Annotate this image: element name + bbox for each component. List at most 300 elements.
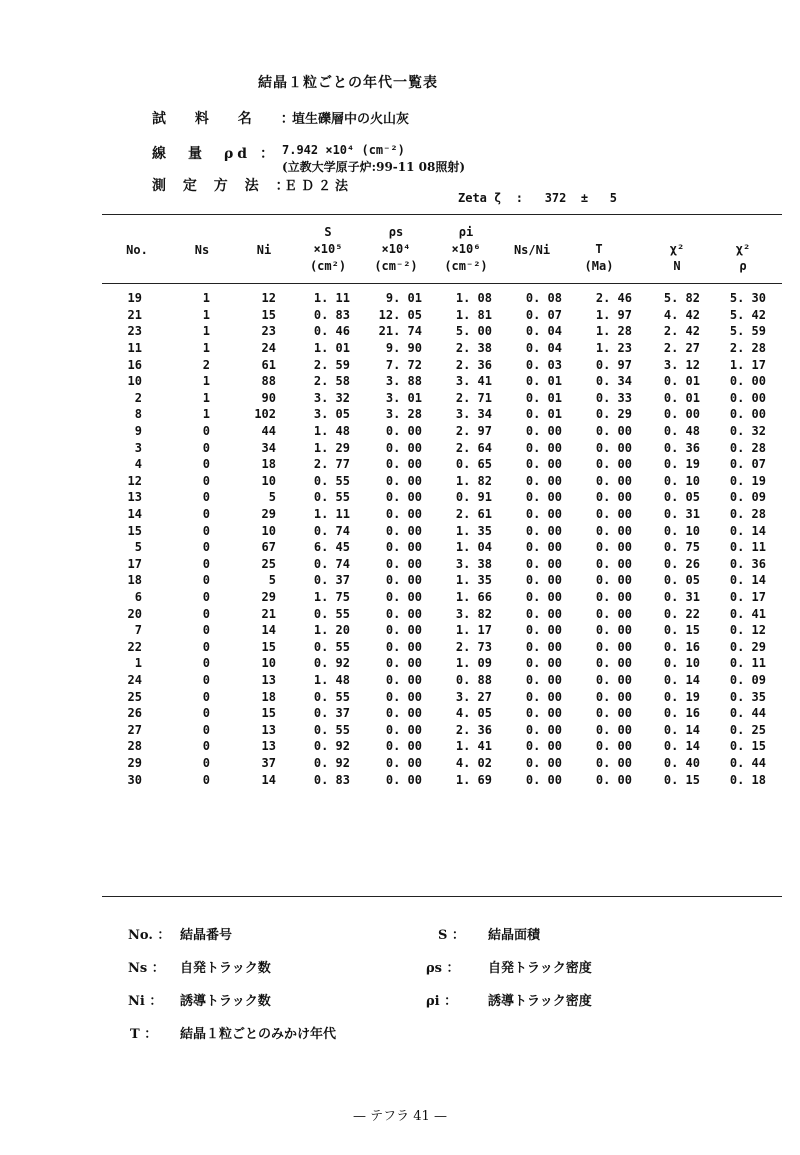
col-header-rho-i-line1: ρi <box>458 225 474 239</box>
cell-t: 0. 34 <box>595 374 632 389</box>
header-top-rule <box>102 214 782 215</box>
cell-ns-ni: 0. 00 <box>525 523 562 538</box>
age-data-table <box>112 290 766 788</box>
cell-rho-s: 0. 00 <box>385 656 422 671</box>
cell-no: 18 <box>127 573 142 588</box>
cell-t: 0. 97 <box>595 357 632 372</box>
table-row <box>112 522 766 539</box>
cell-rho-i: 3. 27 <box>455 689 492 704</box>
cell-ns-ni: 0. 00 <box>525 672 562 687</box>
cell-ni: 102 <box>254 407 276 422</box>
cell-s: 0. 55 <box>313 689 350 704</box>
cell-chi-n: 0. 14 <box>663 739 700 754</box>
cell-no: 24 <box>127 672 142 687</box>
cell-no: 7 <box>134 623 142 638</box>
table-row <box>112 323 766 340</box>
cell-ni: 5 <box>268 573 276 588</box>
cell-rho-i: 4. 02 <box>455 755 492 770</box>
table-row <box>112 755 766 772</box>
cell-rho-s: 0. 00 <box>385 589 422 604</box>
cell-chi-n: 0. 16 <box>663 706 700 721</box>
cell-chi-rho: 0. 12 <box>729 623 766 638</box>
cell-chi-n: 0. 15 <box>663 772 700 787</box>
cell-chi-n: 2. 27 <box>663 341 700 356</box>
cell-s: 6. 45 <box>313 540 350 555</box>
cell-ni: 90 <box>261 390 276 405</box>
cell-rho-s: 0. 00 <box>385 706 422 721</box>
cell-ns: 0 <box>202 722 210 737</box>
cell-ns-ni: 0. 00 <box>525 424 562 439</box>
page-footer: — テフラ 41 — <box>353 1109 447 1124</box>
cell-t: 0. 00 <box>595 556 632 571</box>
cell-t: 0. 00 <box>595 623 632 638</box>
cell-s: 2. 58 <box>313 374 350 389</box>
legend-no-key: No. ： <box>128 928 171 943</box>
cell-ns-ni: 0. 00 <box>525 457 562 472</box>
cell-no: 14 <box>127 507 142 522</box>
cell-ni: 14 <box>261 623 276 638</box>
cell-s: 0. 92 <box>313 656 350 671</box>
cell-rho-s: 21. 74 <box>378 324 422 339</box>
cell-ns: 0 <box>202 656 210 671</box>
cell-ns: 0 <box>202 755 210 770</box>
table-row <box>112 556 766 573</box>
cell-rho-s: 3. 88 <box>385 374 422 389</box>
cell-s: 0. 83 <box>313 772 350 787</box>
cell-rho-s: 0. 00 <box>385 639 422 654</box>
cell-ns-ni: 0. 00 <box>525 706 562 721</box>
table-row <box>112 721 766 738</box>
cell-chi-rho: 0. 28 <box>729 507 766 522</box>
cell-no: 12 <box>127 473 142 488</box>
cell-rho-i: 2. 64 <box>455 440 492 455</box>
cell-no: 25 <box>127 689 142 704</box>
cell-s: 1. 11 <box>313 507 350 522</box>
table-row <box>112 406 766 423</box>
col-header-chi-n-line2: N <box>673 259 681 273</box>
cell-chi-rho: 0. 19 <box>729 473 766 488</box>
cell-chi-rho: 0. 11 <box>729 540 766 555</box>
cell-ns: 0 <box>202 507 210 522</box>
cell-chi-n: 0. 05 <box>663 573 700 588</box>
cell-no: 26 <box>127 706 142 721</box>
cell-chi-n: 0. 05 <box>663 490 700 505</box>
cell-ni: 25 <box>261 556 276 571</box>
cell-rho-i: 0. 91 <box>455 490 492 505</box>
legend-rhoi-key: ρi ： <box>426 994 458 1009</box>
cell-rho-s: 0. 00 <box>385 573 422 588</box>
legend-rhoi-desc: 誘導トラック密度 <box>488 994 592 1009</box>
cell-rho-s: 0. 00 <box>385 490 422 505</box>
cell-chi-n: 0. 48 <box>663 424 700 439</box>
col-header-s <box>300 224 356 275</box>
table-row <box>112 672 766 689</box>
cell-t: 0. 00 <box>595 457 632 472</box>
cell-rho-i: 2. 97 <box>455 424 492 439</box>
cell-s: 2. 77 <box>313 457 350 472</box>
cell-chi-n: 0. 14 <box>663 722 700 737</box>
cell-ns: 0 <box>202 556 210 571</box>
table-row <box>112 655 766 672</box>
col-header-ni: Ni <box>256 243 272 257</box>
cell-chi-n: 0. 16 <box>663 639 700 654</box>
cell-t: 2. 46 <box>595 291 632 306</box>
cell-chi-n: 5. 82 <box>663 291 700 306</box>
table-row <box>112 373 766 390</box>
col-header-chi-n-line1: χ² <box>669 242 685 256</box>
col-header-rho-s-line3: (cm⁻²) <box>374 259 418 273</box>
cell-ns: 0 <box>202 639 210 654</box>
cell-t: 0. 00 <box>595 606 632 621</box>
legend-no-desc: 結晶番号 <box>180 928 233 943</box>
sample-label: 試 料 名 ： <box>152 111 307 127</box>
cell-ns: 1 <box>202 307 210 322</box>
cell-ns: 2 <box>202 357 210 372</box>
cell-chi-rho: 0. 17 <box>729 589 766 604</box>
col-header-rho-s-line1: ρs <box>388 225 404 239</box>
cell-no: 17 <box>127 556 142 571</box>
cell-ns: 0 <box>202 706 210 721</box>
cell-t: 0. 00 <box>595 573 632 588</box>
cell-rho-s: 9. 90 <box>385 341 422 356</box>
cell-s: 1. 11 <box>313 291 350 306</box>
cell-ni: 18 <box>261 689 276 704</box>
cell-ns-ni: 0. 07 <box>525 307 562 322</box>
table-row <box>112 290 766 307</box>
cell-t: 0. 29 <box>595 407 632 422</box>
cell-chi-rho: 2. 28 <box>729 341 766 356</box>
table-row <box>112 456 766 473</box>
cell-chi-n: 3. 12 <box>663 357 700 372</box>
cell-t: 0. 00 <box>595 639 632 654</box>
cell-no: 6 <box>134 589 142 604</box>
legend-rhos-desc: 自発トラック密度 <box>488 961 592 976</box>
legend-s-desc: 結晶面積 <box>488 928 541 943</box>
cell-chi-rho: 0. 09 <box>729 490 766 505</box>
cell-rho-i: 4. 05 <box>455 706 492 721</box>
cell-ns-ni: 0. 03 <box>525 357 562 372</box>
cell-ni: 10 <box>261 656 276 671</box>
cell-ni: 44 <box>261 424 276 439</box>
cell-rho-i: 2. 73 <box>455 639 492 654</box>
cell-ns-ni: 0. 00 <box>525 490 562 505</box>
cell-ns-ni: 0. 00 <box>525 772 562 787</box>
cell-chi-rho: 0. 07 <box>729 457 766 472</box>
cell-chi-rho: 5. 42 <box>729 307 766 322</box>
cell-ni: 18 <box>261 457 276 472</box>
cell-t: 0. 00 <box>595 772 632 787</box>
cell-s: 3. 05 <box>313 407 350 422</box>
cell-t: 0. 00 <box>595 722 632 737</box>
cell-t: 0. 00 <box>595 473 632 488</box>
cell-no: 5 <box>134 540 142 555</box>
cell-ni: 14 <box>261 772 276 787</box>
cell-ni: 37 <box>261 755 276 770</box>
cell-rho-i: 2. 38 <box>455 341 492 356</box>
cell-no: 11 <box>127 341 142 356</box>
cell-rho-s: 0. 00 <box>385 424 422 439</box>
cell-rho-i: 1. 41 <box>455 739 492 754</box>
cell-no: 1 <box>134 656 142 671</box>
cell-s: 2. 59 <box>313 357 350 372</box>
cell-rho-i: 1. 09 <box>455 656 492 671</box>
cell-s: 0. 55 <box>313 490 350 505</box>
footer-rule <box>102 896 782 897</box>
cell-rho-s: 7. 72 <box>385 357 422 372</box>
cell-s: 0. 46 <box>313 324 350 339</box>
cell-t: 0. 00 <box>595 739 632 754</box>
cell-s: 0. 55 <box>313 606 350 621</box>
cell-chi-rho: 0. 14 <box>729 573 766 588</box>
cell-no: 29 <box>127 755 142 770</box>
cell-rho-s: 0. 00 <box>385 523 422 538</box>
cell-chi-n: 0. 01 <box>663 374 700 389</box>
cell-ns-ni: 0. 01 <box>525 390 562 405</box>
cell-no: 30 <box>127 772 142 787</box>
cell-chi-rho: 0. 44 <box>729 755 766 770</box>
cell-chi-n: 0. 19 <box>663 457 700 472</box>
cell-rho-i: 1. 08 <box>455 291 492 306</box>
cell-ns: 0 <box>202 540 210 555</box>
cell-chi-rho: 0. 28 <box>729 440 766 455</box>
legend-t-key: T ： <box>130 1027 158 1042</box>
cell-t: 0. 00 <box>595 589 632 604</box>
cell-t: 0. 00 <box>595 656 632 671</box>
data-table-body <box>112 290 766 788</box>
cell-s: 0. 55 <box>313 473 350 488</box>
cell-chi-n: 0. 14 <box>663 672 700 687</box>
cell-chi-n: 0. 26 <box>663 556 700 571</box>
cell-ni: 12 <box>261 291 276 306</box>
cell-chi-n: 0. 22 <box>663 606 700 621</box>
cell-rho-i: 3. 82 <box>455 606 492 621</box>
cell-ns-ni: 0. 00 <box>525 473 562 488</box>
cell-no: 22 <box>127 639 142 654</box>
cell-chi-rho: 0. 00 <box>729 374 766 389</box>
table-row <box>112 638 766 655</box>
cell-t: 0. 00 <box>595 540 632 555</box>
table-row <box>112 340 766 357</box>
cell-rho-s: 0. 00 <box>385 440 422 455</box>
cell-rho-s: 0. 00 <box>385 672 422 687</box>
cell-ni: 24 <box>261 341 276 356</box>
table-row <box>112 572 766 589</box>
cell-ns: 1 <box>202 341 210 356</box>
table-row <box>112 622 766 639</box>
col-header-s-line3: (cm²) <box>309 259 347 273</box>
cell-ns: 0 <box>202 739 210 754</box>
cell-chi-rho: 0. 11 <box>729 656 766 671</box>
cell-rho-i: 0. 88 <box>455 672 492 687</box>
cell-ni: 29 <box>261 589 276 604</box>
col-header-rho-i-line3: (cm⁻²) <box>444 259 488 273</box>
cell-rho-i: 5. 00 <box>455 324 492 339</box>
cell-ni: 21 <box>261 606 276 621</box>
legend-ni-desc: 誘導トラック数 <box>180 994 271 1009</box>
cell-chi-rho: 0. 18 <box>729 772 766 787</box>
cell-rho-i: 0. 65 <box>455 457 492 472</box>
legend-ni-key: Ni ： <box>128 994 163 1009</box>
cell-rho-s: 0. 00 <box>385 457 422 472</box>
sample-value: 埴生礫層中の火山灰 <box>292 112 410 127</box>
cell-rho-i: 1. 66 <box>455 589 492 604</box>
cell-rho-s: 0. 00 <box>385 739 422 754</box>
cell-chi-n: 2. 42 <box>663 324 700 339</box>
cell-chi-rho: 0. 25 <box>729 722 766 737</box>
cell-ns: 1 <box>202 407 210 422</box>
cell-s: 0. 37 <box>313 706 350 721</box>
cell-chi-rho: 0. 15 <box>729 739 766 754</box>
cell-no: 10 <box>127 374 142 389</box>
col-header-chi-n <box>652 241 702 275</box>
header-bottom-rule <box>102 283 782 284</box>
cell-chi-n: 0. 00 <box>663 407 700 422</box>
cell-t: 0. 00 <box>595 689 632 704</box>
cell-s: 1. 75 <box>313 589 350 604</box>
cell-ns-ni: 0. 00 <box>525 639 562 654</box>
cell-ns: 0 <box>202 606 210 621</box>
cell-chi-rho: 0. 35 <box>729 689 766 704</box>
cell-ns-ni: 0. 00 <box>525 623 562 638</box>
cell-no: 2 <box>134 390 142 405</box>
cell-s: 1. 48 <box>313 672 350 687</box>
cell-ns: 0 <box>202 523 210 538</box>
cell-ns: 0 <box>202 440 210 455</box>
cell-chi-rho: 5. 59 <box>729 324 766 339</box>
table-row <box>112 390 766 407</box>
cell-no: 4 <box>134 457 142 472</box>
cell-rho-s: 0. 00 <box>385 689 422 704</box>
col-header-rho-i-line2: ×10⁶ <box>451 242 481 256</box>
cell-no: 28 <box>127 739 142 754</box>
cell-t: 0. 33 <box>595 390 632 405</box>
cell-chi-rho: 0. 29 <box>729 639 766 654</box>
cell-ns-ni: 0. 00 <box>525 722 562 737</box>
cell-no: 3 <box>134 440 142 455</box>
cell-s: 0. 74 <box>313 556 350 571</box>
cell-chi-n: 0. 31 <box>663 507 700 522</box>
cell-s: 0. 55 <box>313 639 350 654</box>
cell-chi-n: 0. 01 <box>663 390 700 405</box>
cell-rho-i: 1. 69 <box>455 772 492 787</box>
page-title: 結晶１粒ごとの年代一覧表 <box>258 75 438 91</box>
cell-ns-ni: 0. 00 <box>525 606 562 621</box>
cell-no: 13 <box>127 490 142 505</box>
cell-ns: 0 <box>202 457 210 472</box>
cell-ni: 15 <box>261 307 276 322</box>
cell-s: 0. 92 <box>313 739 350 754</box>
cell-t: 0. 00 <box>595 440 632 455</box>
cell-rho-i: 1. 17 <box>455 623 492 638</box>
cell-no: 8 <box>134 407 142 422</box>
legend-ns-key: Ns ： <box>128 961 165 976</box>
cell-rho-i: 1. 35 <box>455 573 492 588</box>
col-header-chi-rho-line2: ρ <box>739 259 747 273</box>
cell-rho-i: 1. 81 <box>455 307 492 322</box>
col-header-ns-ni: Ns/Ni <box>513 243 551 257</box>
cell-ni: 29 <box>261 507 276 522</box>
cell-rho-s: 0. 00 <box>385 540 422 555</box>
cell-ns-ni: 0. 04 <box>525 324 562 339</box>
cell-ni: 13 <box>261 722 276 737</box>
cell-chi-n: 0. 10 <box>663 473 700 488</box>
cell-s: 0. 55 <box>313 722 350 737</box>
cell-rho-s: 3. 01 <box>385 390 422 405</box>
cell-ns-ni: 0. 00 <box>525 440 562 455</box>
cell-ni: 13 <box>261 739 276 754</box>
cell-no: 16 <box>127 357 142 372</box>
cell-no: 23 <box>127 324 142 339</box>
cell-s: 1. 29 <box>313 440 350 455</box>
cell-ni: 61 <box>261 357 276 372</box>
cell-rho-s: 3. 28 <box>385 407 422 422</box>
cell-ns: 0 <box>202 424 210 439</box>
col-header-s-line2: ×10⁵ <box>313 242 343 256</box>
legend-rhos-key: ρs ： <box>426 961 460 976</box>
table-row <box>112 738 766 755</box>
cell-t: 0. 00 <box>595 490 632 505</box>
cell-ns: 0 <box>202 573 210 588</box>
table-row <box>112 605 766 622</box>
cell-rho-s: 0. 00 <box>385 507 422 522</box>
cell-ns: 1 <box>202 374 210 389</box>
cell-rho-i: 1. 82 <box>455 473 492 488</box>
cell-ns: 0 <box>202 672 210 687</box>
legend-t-desc: 結晶１粒ごとのみかけ年代 <box>180 1027 337 1042</box>
cell-rho-i: 3. 41 <box>455 374 492 389</box>
cell-chi-rho: 1. 17 <box>729 357 766 372</box>
cell-ns-ni: 0. 00 <box>525 573 562 588</box>
col-header-chi-rho-line1: χ² <box>735 242 751 256</box>
cell-rho-s: 0. 00 <box>385 722 422 737</box>
cell-s: 1. 20 <box>313 623 350 638</box>
legend-s-key: S ： <box>438 928 465 943</box>
cell-s: 0. 92 <box>313 755 350 770</box>
cell-rho-i: 3. 34 <box>455 407 492 422</box>
cell-ns-ni: 0. 00 <box>525 556 562 571</box>
cell-t: 1. 97 <box>595 307 632 322</box>
table-row <box>112 489 766 506</box>
cell-ns: 1 <box>202 390 210 405</box>
cell-ni: 88 <box>261 374 276 389</box>
cell-ns: 1 <box>202 291 210 306</box>
cell-chi-rho: 0. 32 <box>729 424 766 439</box>
col-header-no: No. <box>126 243 148 257</box>
cell-rho-i: 1. 04 <box>455 540 492 555</box>
cell-rho-s: 0. 00 <box>385 623 422 638</box>
cell-no: 20 <box>127 606 142 621</box>
cell-chi-n: 4. 42 <box>663 307 700 322</box>
cell-chi-rho: 0. 14 <box>729 523 766 538</box>
cell-ni: 10 <box>261 523 276 538</box>
col-header-t-line1: T <box>595 242 603 256</box>
cell-chi-n: 0. 15 <box>663 623 700 638</box>
cell-chi-n: 0. 10 <box>663 656 700 671</box>
cell-chi-n: 0. 36 <box>663 440 700 455</box>
dose-label: 線 量 ρd ： <box>152 146 278 162</box>
cell-t: 0. 00 <box>595 507 632 522</box>
cell-t: 1. 23 <box>595 341 632 356</box>
cell-t: 1. 28 <box>595 324 632 339</box>
cell-ns: 0 <box>202 473 210 488</box>
cell-rho-i: 3. 38 <box>455 556 492 571</box>
cell-ni: 15 <box>261 706 276 721</box>
cell-ns: 0 <box>202 490 210 505</box>
table-row <box>112 771 766 788</box>
cell-ns-ni: 0. 00 <box>525 755 562 770</box>
cell-rho-s: 0. 00 <box>385 473 422 488</box>
cell-ni: 15 <box>261 639 276 654</box>
